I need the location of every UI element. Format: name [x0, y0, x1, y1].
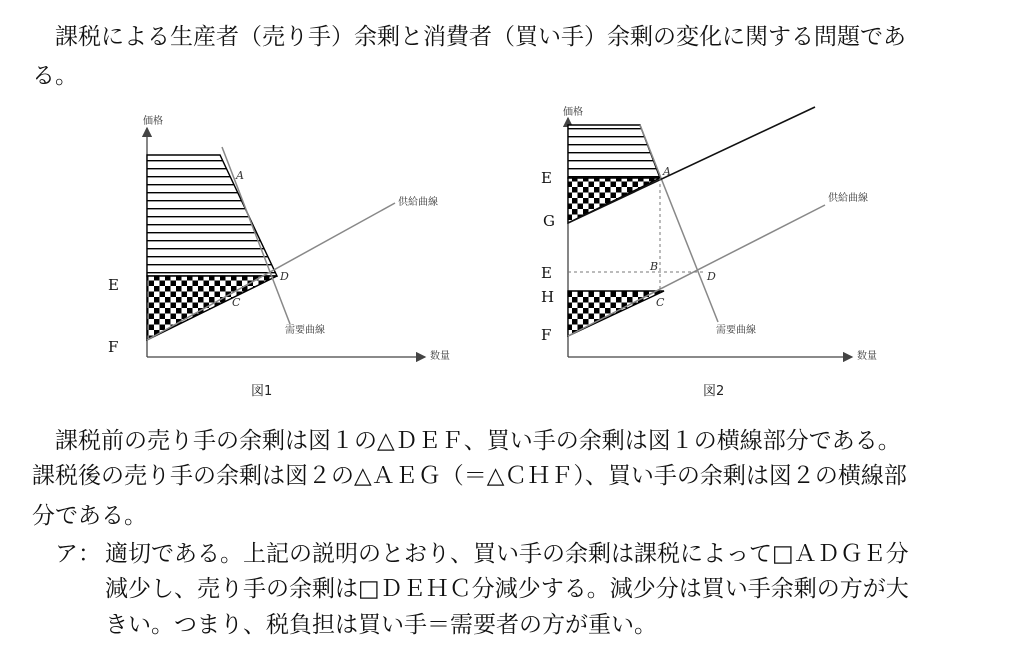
fig2-label-f: F [541, 326, 552, 344]
fig1-supply-label: 供給曲線 [398, 197, 438, 208]
fig1-point-a: A [236, 169, 244, 182]
fig1-label-e: E [108, 276, 119, 294]
fig1-producer-surplus-area [147, 276, 277, 340]
fig2-consumer-surplus-area [568, 125, 660, 178]
fig2-point-c: C [656, 296, 665, 309]
fig1-demand-label: 需要曲線 [285, 325, 325, 336]
fig1-axis-y-label: 価格 [143, 116, 163, 127]
figure-2 [541, 105, 877, 399]
fig1-caption: 図1 [251, 384, 273, 399]
fig2-label-g: G [543, 212, 555, 230]
answer-line-3: きい。つまり、税負担は買い手＝需要者の方が重い。 [105, 612, 657, 638]
fig1-point-c: C [232, 296, 241, 309]
intro-line-2: る。 [32, 63, 78, 89]
fig1-consumer-surplus-area [147, 155, 277, 276]
fig2-point-b: B [650, 260, 659, 273]
figure-1 [108, 114, 450, 399]
fig2-label-e-top: E [541, 169, 552, 187]
intro-line-1: 課税による生産者（売り手）余剰と消費者（買い手）余剰の変化に関する問題であ [55, 24, 906, 50]
answer-line-1: 適切である。上記の説明のとおり、買い手の余剰は課税によって□ＡＤＧＥ分 [105, 541, 909, 567]
fig2-label-e: E [541, 264, 552, 282]
answer-marker: ア： [55, 541, 101, 567]
explanation-line-3: 分である。 [32, 503, 147, 529]
fig2-point-d: D [707, 270, 716, 283]
fig2-axis-x-label: 数量 [857, 351, 877, 362]
fig2-demand-label: 需要曲線 [716, 325, 756, 336]
fig2-supply-label: 供給曲線 [828, 193, 868, 204]
fig2-axis-y-label: 価格 [563, 107, 583, 118]
fig2-supply-curve [568, 205, 825, 336]
explanation-line-1: 課税前の売り手の余剰は図１の△ＤＥＦ、買い手の余剰は図１の横線部分である。 [55, 428, 901, 454]
answer-line-2: 減少し、売り手の余剰は□ＤＥＨＣ分減少する。減少分は買い手余剰の方が大 [105, 576, 909, 602]
fig1-label-f: F [108, 338, 119, 356]
fig2-point-a: A [663, 165, 671, 178]
explanation-line-2: 課税後の売り手の余剰は図２の△ＡＥＧ（＝△ＣＨＦ）、買い手の余剰は図２の横線部 [32, 463, 907, 489]
fig1-axis-x-label: 数量 [430, 351, 450, 362]
fig2-caption: 図2 [703, 384, 725, 399]
fig2-label-h: H [541, 288, 555, 306]
fig1-point-d: D [280, 270, 289, 283]
